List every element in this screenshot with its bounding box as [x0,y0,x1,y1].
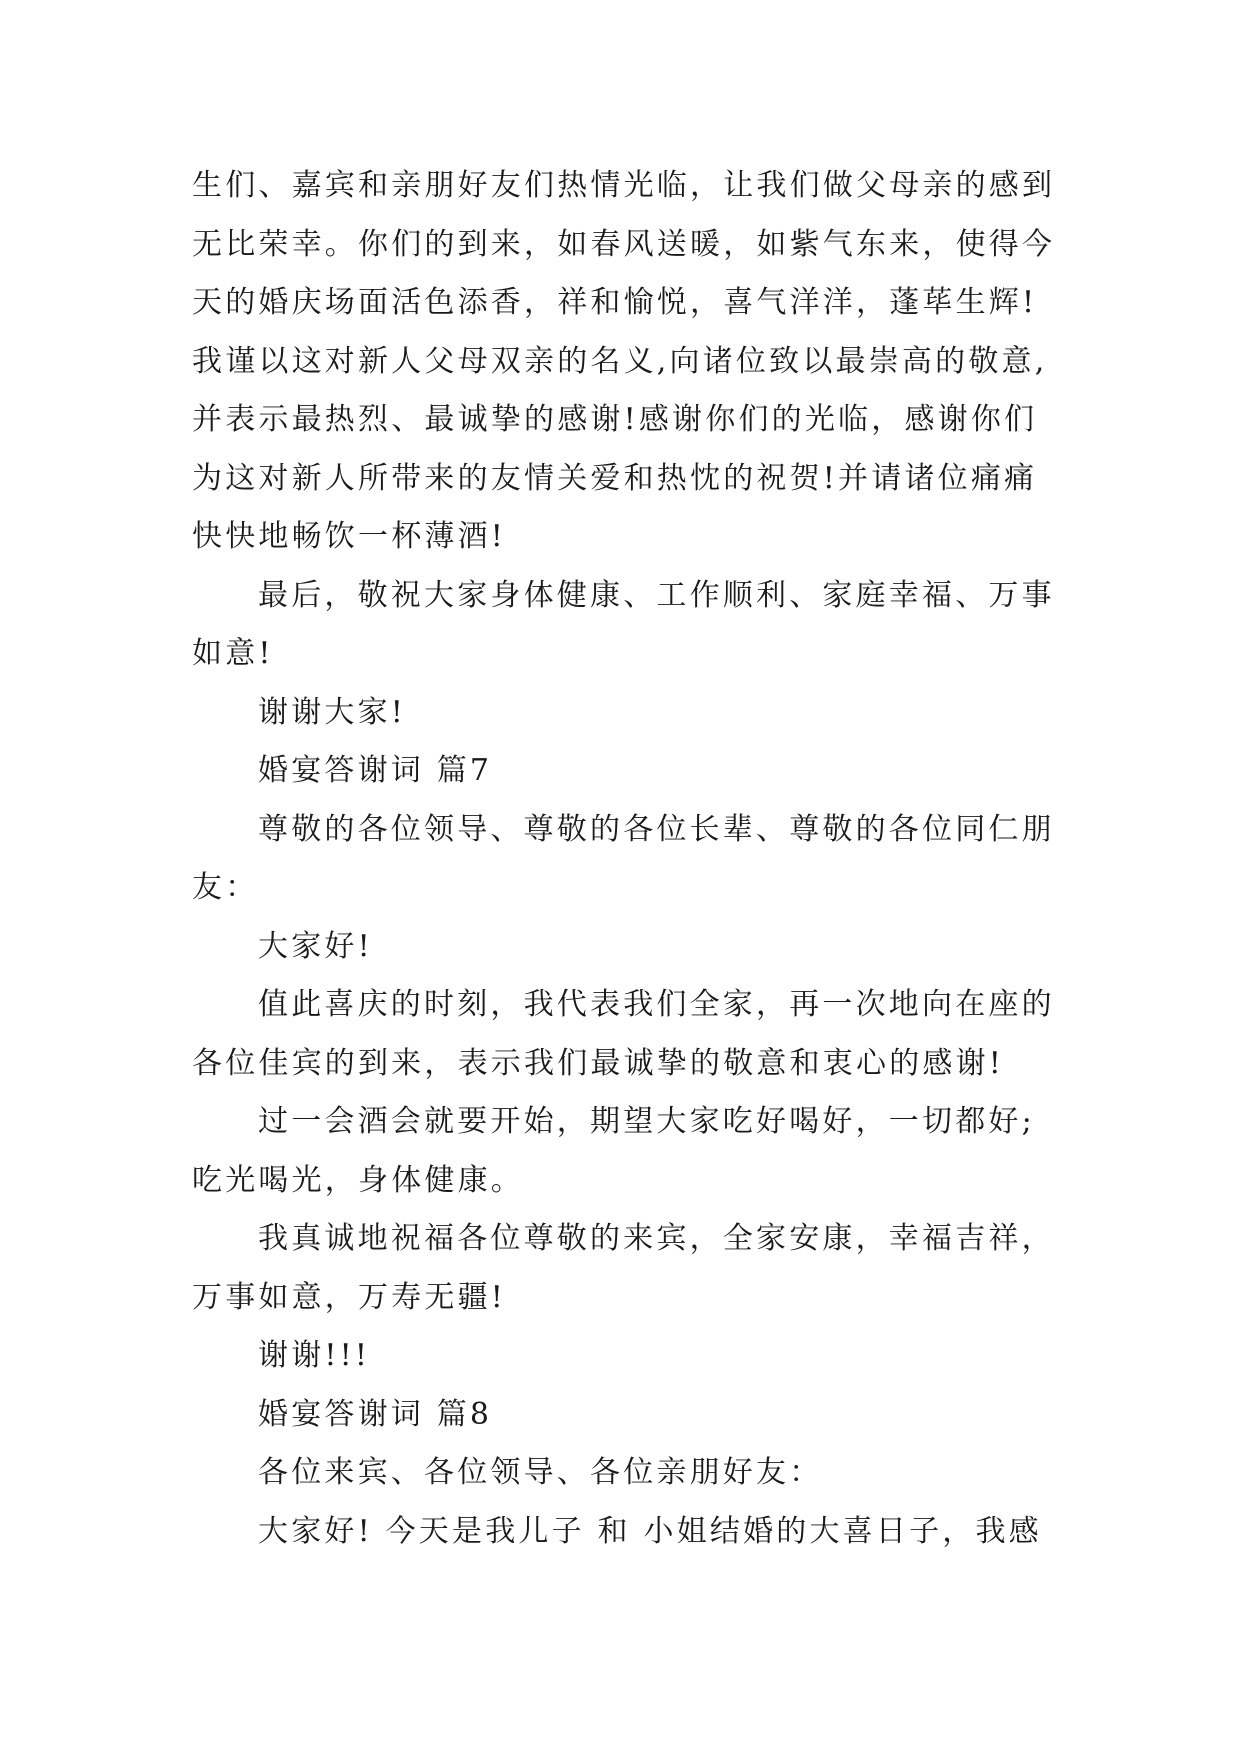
text-line: 值此喜庆的时刻，我代表我们全家，再一次地向在座的 [258,987,1055,1022]
text-line: 各位来宾、各位领导、各位亲朋好友： [258,1455,823,1490]
text-line: 友： [192,870,259,905]
text-line: 我谨以这对新人父母双亲的名义,向诸位致以最崇高的敬意, [192,343,1048,379]
text-line: 大家好! 今天是我儿子 和 小姐结婚的大喜日子，我感 [258,1513,1042,1549]
text-line: 无比荣幸。你们的到来，如春风送暖，如紫气东来，使得今 [192,226,1056,262]
text-line: 天的婚庆场面活色添香，祥和愉悦，喜气洋洋，蓬荜生辉! [192,285,1038,320]
text-line: 快快地畅饮一杯薄酒! [192,519,507,554]
text-line: 万事如意，万寿无疆! [192,1279,507,1315]
text-line: 婚宴答谢词 篇8 [258,1396,493,1432]
document-body [192,157,1072,1561]
text-line: 为这对新人所带来的友情关爱和热忱的祝贺!并请诸位痛痛 [192,460,1038,496]
text-line: 各位佳宾的到来，表示我们最诚挚的敬意和衷心的感谢! [192,1045,1005,1081]
text-line: 如意! [192,636,274,671]
text-line: 谢谢大家! [258,694,407,730]
text-line: 生们、嘉宾和亲朋好友们热情光临，让我们做父母亲的感到 [192,168,1056,203]
text-line: 并表示最热烈、最诚挚的感谢!感谢你们的光临，感谢你们 [192,402,1038,437]
text-line: 我真诚地祝福各位尊敬的来宾，全家安康，幸福吉祥， [258,1221,1055,1256]
text-line: 过一会酒会就要开始，期望大家吃好喝好，一切都好; [258,1104,1035,1139]
text-line: 婚宴答谢词 篇7 [258,753,493,788]
text-line: 最后，敬祝大家身体健康、工作顺利、家庭幸福、万事 [258,577,1055,613]
text-line: 尊敬的各位领导、尊敬的各位长辈、尊敬的各位同仁朋 [258,811,1055,847]
text-line: 谢谢!!! [258,1338,371,1373]
text-line: 大家好! [258,928,373,964]
text-line: 吃光喝光，身体健康。 [192,1162,524,1198]
